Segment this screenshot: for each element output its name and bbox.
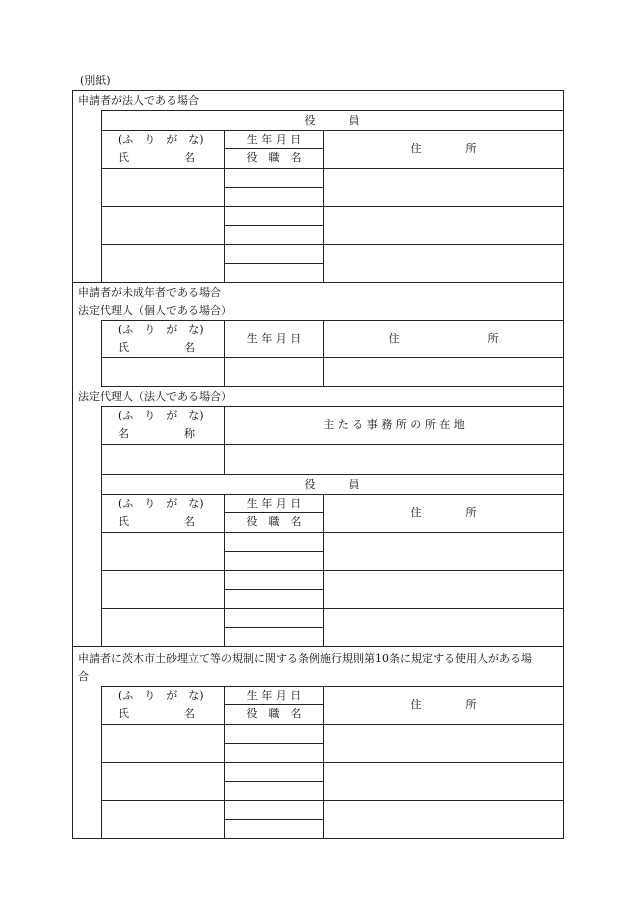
individual-address-label: 住 所 — [388, 332, 499, 345]
s2-line — [101, 357, 564, 358]
s1-line — [224, 225, 324, 226]
s3-line — [224, 819, 324, 820]
s3-line — [224, 743, 324, 744]
s2a-inner-left — [101, 320, 102, 386]
agent-officer-furigana-label: (ふ り が な) — [118, 497, 204, 510]
s2-col — [224, 320, 225, 386]
s2-line — [101, 532, 564, 533]
corp-birthdate-label: 生 年 月 日 — [246, 133, 302, 146]
frame-left — [72, 90, 73, 838]
corporate-agent-heading: 法定代理人（法人である場合） — [78, 390, 232, 403]
employee-position-label: 役 職 名 — [246, 707, 302, 720]
employee-heading-line1: 申請者に茨木市土砂埋立て等の規制に関する条例施行規則第10条に規定する使用人がある場 — [78, 652, 532, 665]
s2-line — [224, 589, 324, 590]
corp-furigana-label: (ふ り が な) — [118, 133, 204, 146]
s3-line — [101, 800, 564, 801]
agent-corp-furigana-label: (ふ り が な) — [118, 409, 204, 422]
s2-line — [101, 386, 564, 387]
frame-bottom — [72, 838, 564, 839]
s1-line — [101, 130, 564, 131]
s1-line — [224, 263, 324, 264]
individual-birthdate-label: 生 年 月 日 — [246, 332, 302, 345]
frame-right — [563, 90, 564, 838]
s1-inner-left — [101, 110, 102, 282]
s1-line — [101, 206, 564, 207]
s2-line — [101, 474, 564, 475]
corp-position-label: 役 職 名 — [246, 151, 302, 164]
employee-address-label: 住 所 — [410, 698, 477, 711]
s2-col — [224, 406, 225, 474]
s1-line — [101, 168, 564, 169]
s1-line — [224, 148, 324, 149]
corp-name-label: 氏 名 — [118, 151, 195, 164]
employee-furigana-label: (ふ り が な) — [118, 689, 204, 702]
s2-line — [101, 406, 564, 407]
corp-officers-header: 役 員 — [304, 114, 360, 127]
individual-agent-heading: 法定代理人（個人である場合） — [78, 304, 232, 317]
employee-heading-line2: 合 — [78, 670, 89, 683]
employee-name-label: 氏 名 — [118, 707, 195, 720]
s2-col — [323, 320, 324, 386]
divider-employee-section — [72, 646, 564, 647]
minor-heading: 申請者が未成年者である場合 — [78, 286, 221, 299]
agent-officer-name-label: 氏 名 — [118, 515, 195, 528]
individual-name-label: 氏 名 — [118, 341, 195, 354]
s1-line — [224, 187, 324, 188]
agent-officer-position-label: 役 職 名 — [246, 515, 302, 528]
office-location-label: 主 た る 事 務 所 の 所 在 地 — [323, 418, 465, 431]
s3-line — [101, 762, 564, 763]
frame-top — [72, 90, 564, 91]
attachment-label: (別紙) — [80, 74, 111, 87]
s1-line — [101, 244, 564, 245]
agent-officers-header: 役 員 — [304, 478, 360, 491]
s2-line — [101, 444, 564, 445]
s2-line — [224, 551, 324, 552]
s3-line — [101, 724, 564, 725]
s2-line — [101, 320, 564, 321]
employee-birthdate-label: 生 年 月 日 — [246, 689, 302, 702]
s2-line — [101, 570, 564, 571]
s2-line — [101, 494, 564, 495]
s3-line — [224, 781, 324, 782]
divider-minor-section — [72, 282, 564, 283]
agent-officer-address-label: 住 所 — [410, 506, 477, 519]
corp-address-label: 住 所 — [410, 142, 477, 155]
s2-line — [224, 512, 324, 513]
s2-line — [101, 608, 564, 609]
agent-officer-birthdate-label: 生 年 月 日 — [246, 497, 302, 510]
s2-line — [224, 627, 324, 628]
corporation-heading: 申請者が法人である場合 — [78, 94, 199, 107]
agent-corp-name-label: 名 称 — [118, 427, 195, 440]
s2b-inner-left — [101, 406, 102, 646]
s3-line — [224, 704, 324, 705]
individual-furigana-label: (ふ り が な) — [118, 323, 204, 336]
s1-line — [101, 110, 564, 111]
s3-line — [101, 686, 564, 687]
